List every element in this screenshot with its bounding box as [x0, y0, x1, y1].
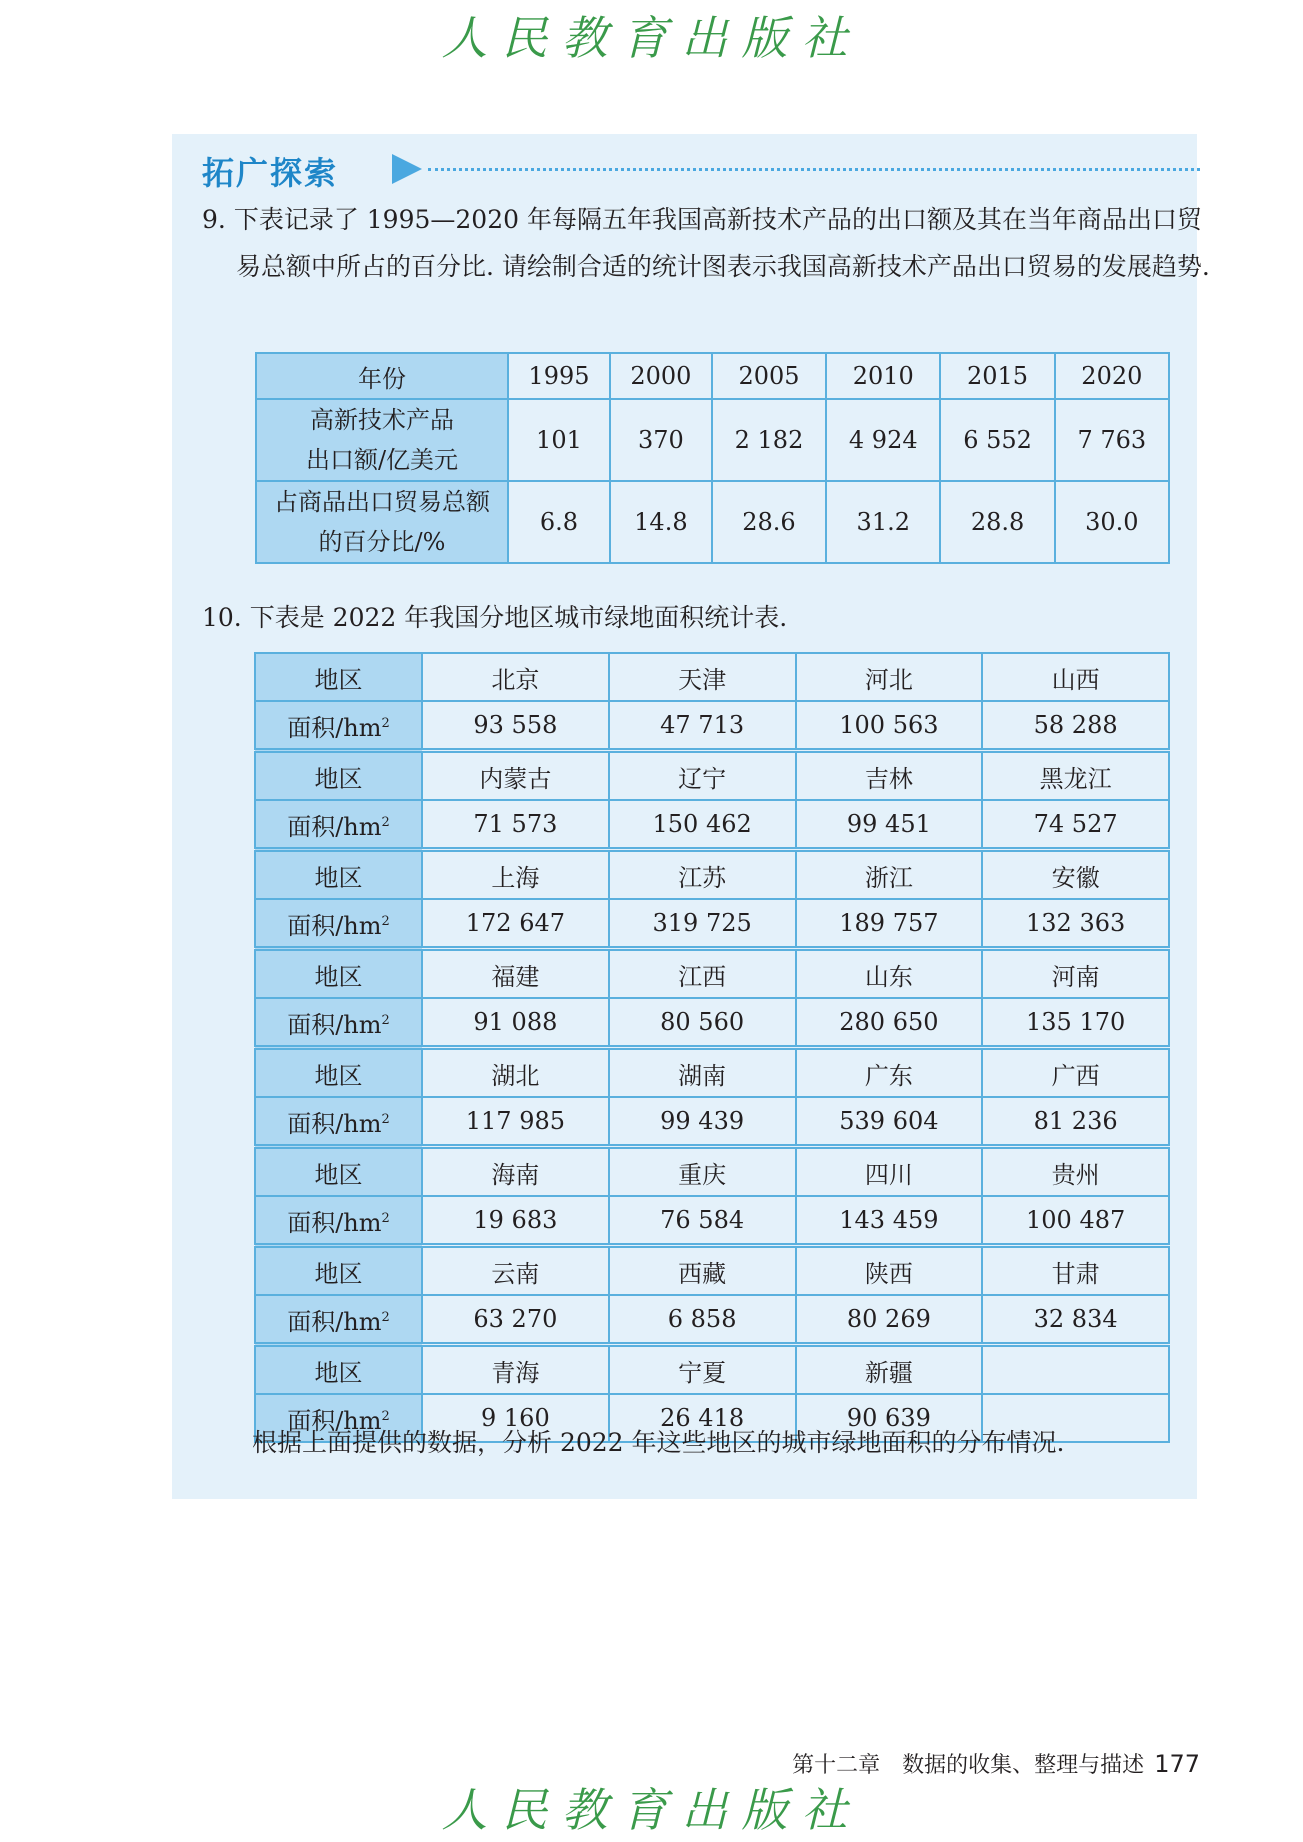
area-value: 47 713 [609, 701, 796, 751]
area-header [255, 1295, 422, 1345]
area-header [255, 800, 422, 850]
region-name: 宁夏 [609, 1345, 796, 1395]
percent-value: 30.0 [1055, 481, 1169, 563]
area-row [255, 1196, 1169, 1246]
area-value: 132 363 [982, 899, 1169, 949]
region-name: 山东 [796, 949, 983, 999]
page-footer [780, 1748, 1200, 1779]
area-header [255, 701, 422, 751]
percent-value: 14.8 [610, 481, 712, 563]
area-value: 9 160 [422, 1394, 609, 1442]
region-name: 甘肃 [982, 1246, 1169, 1296]
area-value: 76 584 [609, 1196, 796, 1246]
area-value: 32 834 [982, 1295, 1169, 1345]
area-value: 71 573 [422, 800, 609, 850]
region-name: 新疆 [796, 1345, 983, 1395]
region-name: 浙江 [796, 850, 983, 900]
export-value: 370 [610, 399, 712, 481]
region-name: 重庆 [609, 1147, 796, 1197]
export-value: 7 763 [1055, 399, 1169, 481]
region-name: 湖南 [609, 1048, 796, 1098]
area-value: 19 683 [422, 1196, 609, 1246]
export-value: 2 182 [712, 399, 826, 481]
region-name: 黑龙江 [982, 751, 1169, 801]
region-name: 江西 [609, 949, 796, 999]
area-header-label: 面积/hm [287, 713, 382, 742]
export-row [256, 399, 1169, 481]
area-header-superscript: 2 [381, 1309, 390, 1325]
region-name: 青海 [422, 1345, 609, 1395]
region-name: 四川 [796, 1147, 983, 1197]
area-header-superscript: 2 [381, 1408, 390, 1424]
percent-value: 6.8 [508, 481, 610, 563]
export-value: 6 552 [940, 399, 1054, 481]
export-header-line2: 出口额/亿美元 [305, 446, 459, 474]
year-row [256, 353, 1169, 399]
region-name: 内蒙古 [422, 751, 609, 801]
area-value: 80 269 [796, 1295, 983, 1345]
percent-row [256, 481, 1169, 563]
year-cell: 2010 [826, 353, 940, 399]
area-value: 150 462 [609, 800, 796, 850]
percent-header-line2: 的百分比/% [318, 528, 446, 556]
area-value: 63 270 [422, 1295, 609, 1345]
area-value: 280 650 [796, 998, 983, 1048]
area-value: 80 560 [609, 998, 796, 1048]
region-row [255, 949, 1169, 999]
area-header-superscript: 2 [381, 913, 390, 929]
area-header-label: 面积/hm [287, 1109, 382, 1138]
area-header-superscript: 2 [381, 1111, 390, 1127]
region-name: 山西 [982, 653, 1169, 701]
arrow-icon [392, 154, 422, 184]
year-cell: 1995 [508, 353, 610, 399]
area-header-superscript: 2 [381, 1012, 390, 1028]
area-row [255, 998, 1169, 1048]
area-header-label: 面积/hm [287, 1208, 382, 1237]
area-value: 74 527 [982, 800, 1169, 850]
publisher-logo-top: 人民教育出版社 [441, 11, 862, 65]
area-row [255, 1295, 1169, 1345]
area-row [255, 701, 1169, 751]
question-10 [202, 594, 1225, 641]
region-header: 地区 [255, 1345, 422, 1395]
area-value: 100 563 [796, 701, 983, 751]
question-10-text: 下表是 2022 年我国分地区城市绿地面积统计表. [249, 603, 788, 632]
area-header-label: 面积/hm [287, 1406, 382, 1435]
area-header-label: 面积/hm [287, 911, 382, 940]
question-9 [202, 196, 1211, 290]
region-name: 江苏 [609, 850, 796, 900]
year-header: 年份 [256, 353, 508, 399]
region-name: 广东 [796, 1048, 983, 1098]
page-number: 177 [1154, 1750, 1200, 1778]
region-row [255, 1246, 1169, 1296]
region-name: 辽宁 [609, 751, 796, 801]
area-value: 91 088 [422, 998, 609, 1048]
percent-value: 28.8 [940, 481, 1054, 563]
question-10-number: 10. [202, 603, 242, 632]
percent-header-line1: 占商品出口贸易总额 [274, 488, 490, 516]
area-header-superscript: 2 [381, 814, 390, 830]
region-header: 地区 [255, 1246, 422, 1296]
region-header: 地区 [255, 1048, 422, 1098]
area-value: 6 858 [609, 1295, 796, 1345]
area-value: 539 604 [796, 1097, 983, 1147]
region-row [255, 653, 1169, 701]
area-value: 58 288 [982, 701, 1169, 751]
region-name: 陕西 [796, 1246, 983, 1296]
region-name: 海南 [422, 1147, 609, 1197]
area-value: 99 439 [609, 1097, 796, 1147]
year-cell: 2020 [1055, 353, 1169, 399]
region-name: 贵州 [982, 1147, 1169, 1197]
area-value: 26 418 [609, 1394, 796, 1442]
area-value: 90 639 [796, 1394, 983, 1442]
green-area-table [254, 652, 1170, 1443]
region-name: 广西 [982, 1048, 1169, 1098]
percent-value: 31.2 [826, 481, 940, 563]
region-header: 地区 [255, 653, 422, 701]
section-title: 拓广探索 [202, 154, 339, 192]
area-value: 81 236 [982, 1097, 1169, 1147]
region-name: 天津 [609, 653, 796, 701]
region-header: 地区 [255, 751, 422, 801]
export-header-line1: 高新技术产品 [310, 406, 454, 434]
publisher-logo-bottom: 人民教育出版社 [441, 1783, 862, 1837]
area-value: 189 757 [796, 899, 983, 949]
area-value: 172 647 [422, 899, 609, 949]
export-value: 4 924 [826, 399, 940, 481]
year-cell: 2005 [712, 353, 826, 399]
area-header [255, 1097, 422, 1147]
chapter-title: 第十二章 数据的收集、整理与描述 [792, 1753, 1145, 1778]
region-row [255, 1048, 1169, 1098]
area-row [255, 1097, 1169, 1147]
region-name: 湖北 [422, 1048, 609, 1098]
area-value: 117 985 [422, 1097, 609, 1147]
question-9-number: 9. [202, 205, 226, 234]
export-value: 101 [508, 399, 610, 481]
area-value: 143 459 [796, 1196, 983, 1246]
area-header-label: 面积/hm [287, 1010, 382, 1039]
year-cell: 2000 [610, 353, 712, 399]
dotted-divider [428, 168, 1200, 171]
question-10-note: 根据上面提供的数据，分析 2022 年这些地区的城市绿地面积的分布情况. [252, 1428, 1065, 1457]
region-name: 河北 [796, 653, 983, 701]
percent-header [256, 481, 508, 563]
region-row [255, 1345, 1169, 1395]
area-header-label: 面积/hm [287, 812, 382, 841]
area-header-superscript: 2 [381, 1210, 390, 1226]
area-header [255, 899, 422, 949]
region-row [255, 751, 1169, 801]
area-row [255, 899, 1169, 949]
region-row [255, 1147, 1169, 1197]
region-name [982, 1345, 1169, 1395]
region-name: 上海 [422, 850, 609, 900]
area-value: 319 725 [609, 899, 796, 949]
region-name: 北京 [422, 653, 609, 701]
region-name: 安徽 [982, 850, 1169, 900]
region-name: 福建 [422, 949, 609, 999]
area-header-superscript: 2 [381, 715, 390, 731]
area-value: 99 451 [796, 800, 983, 850]
area-value: 100 487 [982, 1196, 1169, 1246]
region-name: 吉林 [796, 751, 983, 801]
area-header [255, 1196, 422, 1246]
area-row [255, 800, 1169, 850]
area-header-label: 面积/hm [287, 1307, 382, 1336]
region-header: 地区 [255, 1147, 422, 1197]
export-table [255, 352, 1170, 564]
region-row [255, 850, 1169, 900]
question-9-text: 下表记录了 1995—2020 年每隔五年我国高新技术产品的出口额及其在当年商品出口贸易总额中所占的百分比. 请绘制合适的统计图表示我国高新技术产品出口贸易的发展趋势. [233, 205, 1210, 281]
region-name: 河南 [982, 949, 1169, 999]
section-header [202, 146, 1172, 194]
region-name: 云南 [422, 1246, 609, 1296]
percent-value: 28.6 [712, 481, 826, 563]
region-name: 西藏 [609, 1246, 796, 1296]
area-value: 135 170 [982, 998, 1169, 1048]
area-header [255, 998, 422, 1048]
region-header: 地区 [255, 949, 422, 999]
region-header: 地区 [255, 850, 422, 900]
area-value: 93 558 [422, 701, 609, 751]
export-header [256, 399, 508, 481]
year-cell: 2015 [940, 353, 1054, 399]
exploration-panel [172, 134, 1210, 1499]
